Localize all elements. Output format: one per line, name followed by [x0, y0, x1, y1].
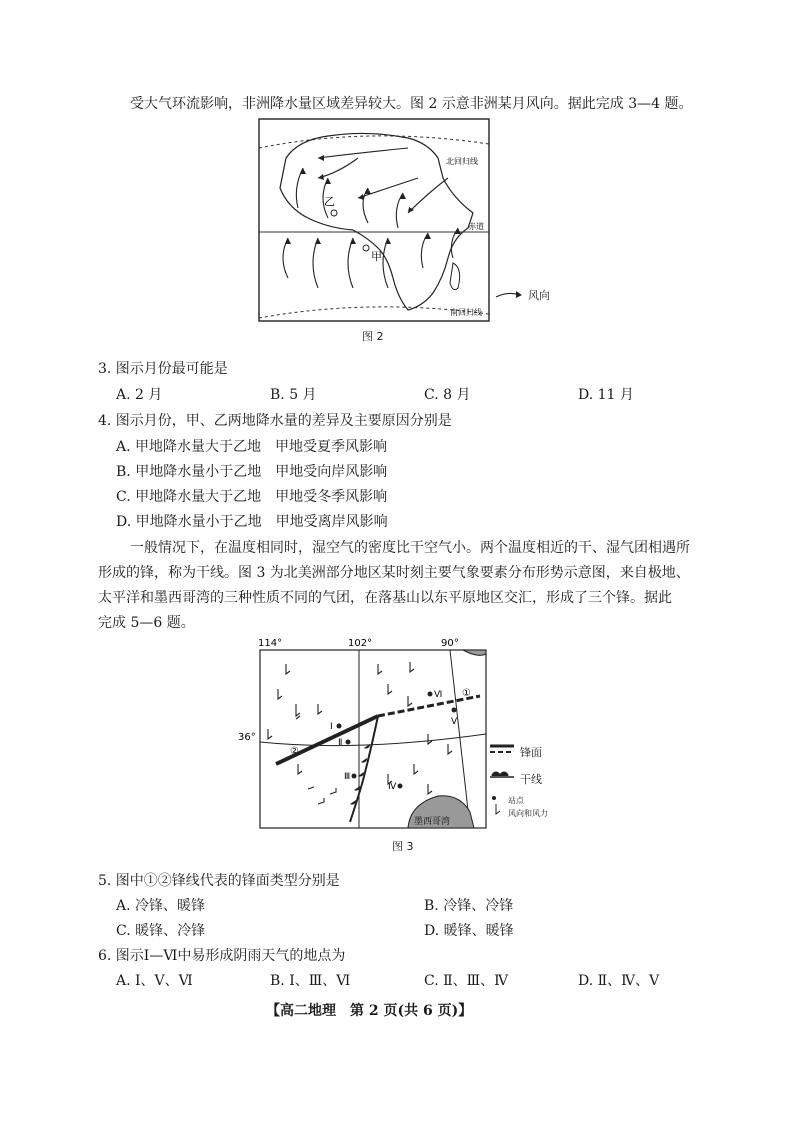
- legend-wind-label: 风向: [528, 289, 550, 302]
- q3-option-a: A. 2 月: [116, 387, 163, 403]
- intro-paragraph-2-line-1: 一般情况下，在温度相同时，湿空气的密度比干空气小。两个温度相近的干、湿气团相遇所: [130, 540, 690, 556]
- legend-station-label: 站点: [508, 796, 524, 805]
- question-5-stem: 5. 图中①②锋线代表的锋面类型分别是: [98, 873, 340, 889]
- q5-option-d: D. 暖锋、暖锋: [424, 923, 514, 939]
- q5-option-b: B. 冷锋、冷锋: [424, 898, 514, 914]
- figure-2-africa-wind-map: [258, 118, 490, 322]
- figure-3-caption: 图 3: [392, 840, 414, 853]
- legend-front-label: 锋面: [520, 746, 542, 759]
- q5-option-c: C. 暖锋、冷锋: [116, 923, 206, 939]
- lon-90: 90°: [441, 638, 459, 649]
- lat-36: 36°: [238, 732, 256, 743]
- legend-dryline-label: 干线: [520, 773, 542, 786]
- front-1-label: ①: [462, 688, 471, 699]
- figure-2-caption: 图 2: [362, 330, 384, 343]
- station-IV: Ⅳ: [388, 782, 397, 792]
- legend-wind-force-label: 风向和风力: [508, 809, 548, 818]
- station-I: Ⅰ: [330, 722, 333, 732]
- lon-102: 102°: [348, 638, 373, 649]
- q3-option-c: C. 8 月: [424, 387, 471, 403]
- label-yi: 乙: [324, 195, 335, 208]
- intro-paragraph-2-line-2: 形成的锋，称为干线。图 3 为北美洲部分地区某时刻主要气象要素分布形势示意图，来自极地、: [98, 565, 690, 581]
- label-south-tropic: 南回归线: [450, 308, 482, 317]
- gulf-label: 墨西哥湾: [414, 817, 451, 827]
- q3-option-d: D. 11 月: [578, 387, 634, 403]
- question-4-stem: 4. 图示月份，甲、乙两地降水量的差异及主要原因分别是: [98, 413, 452, 429]
- intro-paragraph-2-line-4: 完成 5—6 题。: [98, 615, 195, 631]
- q4-option-a: A. 甲地降水量大于乙地 甲地受夏季风影响: [116, 439, 388, 455]
- station-II: Ⅱ: [338, 738, 343, 748]
- q6-option-b: B. Ⅰ、Ⅲ、Ⅵ: [270, 973, 351, 989]
- intro-paragraph-2-line-3: 太平洋和墨西哥湾的三种性质不同的气团，在落基山以东平原地区交汇，形成了三个锋。据此: [98, 590, 672, 606]
- legend-wind-arrow-icon: [494, 285, 526, 305]
- question-3-stem: 3. 图示月份最可能是: [98, 361, 228, 377]
- station-III: Ⅲ: [344, 772, 351, 782]
- q4-option-b: B. 甲地降水量小于乙地 甲地受向岸风影响: [116, 464, 388, 480]
- question-6-stem: 6. 图示Ⅰ—Ⅵ中易形成阴雨天气的地点为: [98, 948, 346, 964]
- lon-114: 114°: [258, 638, 283, 649]
- front-2-label: ②: [290, 746, 299, 757]
- q5-option-a: A. 冷锋、暖锋: [116, 898, 206, 914]
- q4-option-d: D. 甲地降水量小于乙地 甲地受离岸风影响: [116, 514, 388, 530]
- label-north-tropic: 北回归线: [446, 157, 478, 166]
- q6-option-c: C. Ⅱ、Ⅲ、Ⅳ: [424, 973, 509, 989]
- station-VI: Ⅵ: [434, 690, 443, 700]
- q4-option-c: C. 甲地降水量大于乙地 甲地受冬季风影响: [116, 489, 388, 505]
- q6-option-a: A. Ⅰ、Ⅴ、Ⅵ: [116, 973, 193, 989]
- station-V: Ⅴ: [451, 717, 458, 727]
- label-jia: 甲: [371, 250, 382, 263]
- label-equator: 赤道: [468, 222, 484, 231]
- q3-option-b: B. 5 月: [270, 387, 317, 403]
- page-footer: 【高二地理 第 2 页(共 6 页)】: [266, 1003, 473, 1019]
- q6-option-d: D. Ⅱ、Ⅳ、Ⅴ: [578, 973, 660, 989]
- intro-paragraph-1: 受大气环流影响，非洲降水量区域差异较大。图 2 示意非洲某月风向。据此完成 3—4 题。: [130, 96, 693, 112]
